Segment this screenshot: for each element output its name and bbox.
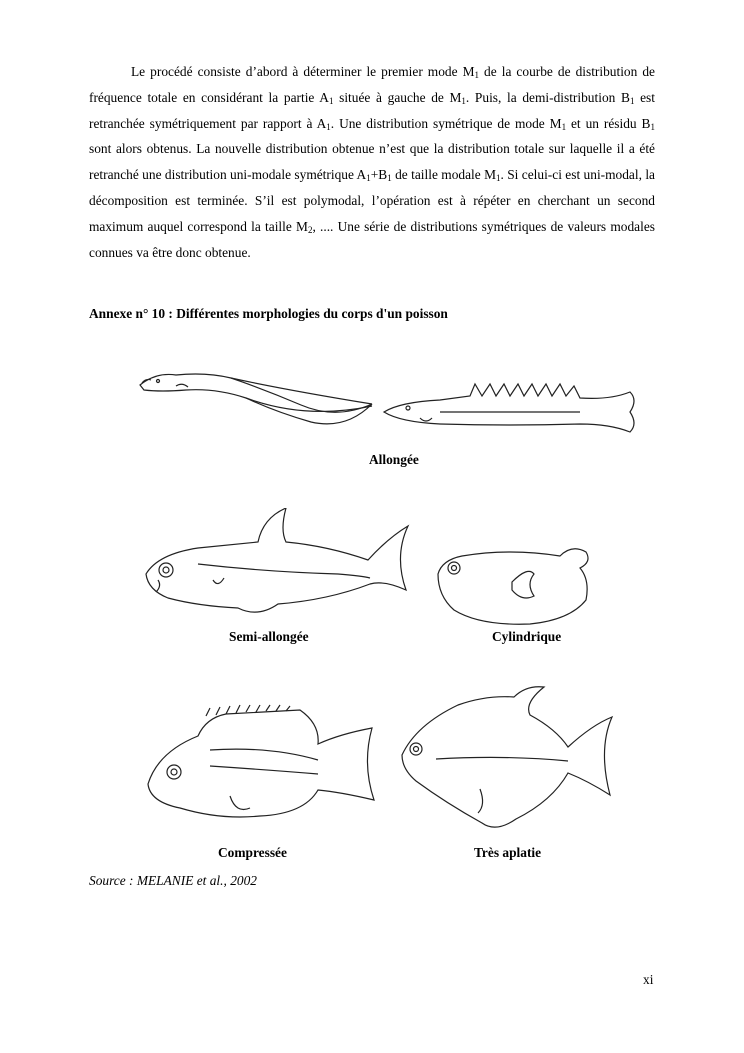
cylindrical-fish-illustration (430, 540, 650, 632)
semi-elongated-fish-illustration (138, 508, 420, 628)
caption-semi-allongee: Semi-allongée (229, 629, 309, 644)
flattened-fish-illustration (396, 685, 632, 835)
eel-fish-illustration (136, 350, 376, 442)
source-citation: Source : MELANIE et al., 2002 (89, 873, 257, 888)
compressed-fish-illustration (140, 704, 384, 830)
caption-tres-aplatie: Très aplatie (474, 845, 542, 860)
page-number: xi (643, 972, 654, 987)
sturgeon-fish-illustration (380, 378, 660, 446)
caption-allongee: Allongée (369, 452, 419, 467)
annex-title: Annexe n° 10 : Différentes morphologies du corps d'un poisson (89, 306, 448, 321)
caption-compressee: Compressée (218, 845, 287, 860)
caption-cylindrique: Cylindrique (492, 629, 562, 644)
body-paragraph: Le procédé consiste d’abord à déterminer le premier mode $M_1$ de la courbe de distribution de fréquence totale en considérant la partie $A_1$ située à gauche de $M_1$. Puis, la demi-distribution $B_1$ est retranchée symétriquement par rapport à $A_1$. Une distribution symétrique de mode $M_1$ et un résidu $B_1$ sont alors obtenus. La nouvelle distribution obtenue n’est que la distribution totale sur laquelle il a été retranché une distribution uni-modale symétrique $A_1+B_1$ de taille modale $M_1$. Si celui-ci est uni-modal, la décomposition est terminée. S’il est polymodal, l’opération est à répéter en cherchant un second maximum auquel correspond la taille $M_2$, .... Une série de distributions symétriques de valeurs modales connues va être donc obtenue. (89, 64, 655, 260)
